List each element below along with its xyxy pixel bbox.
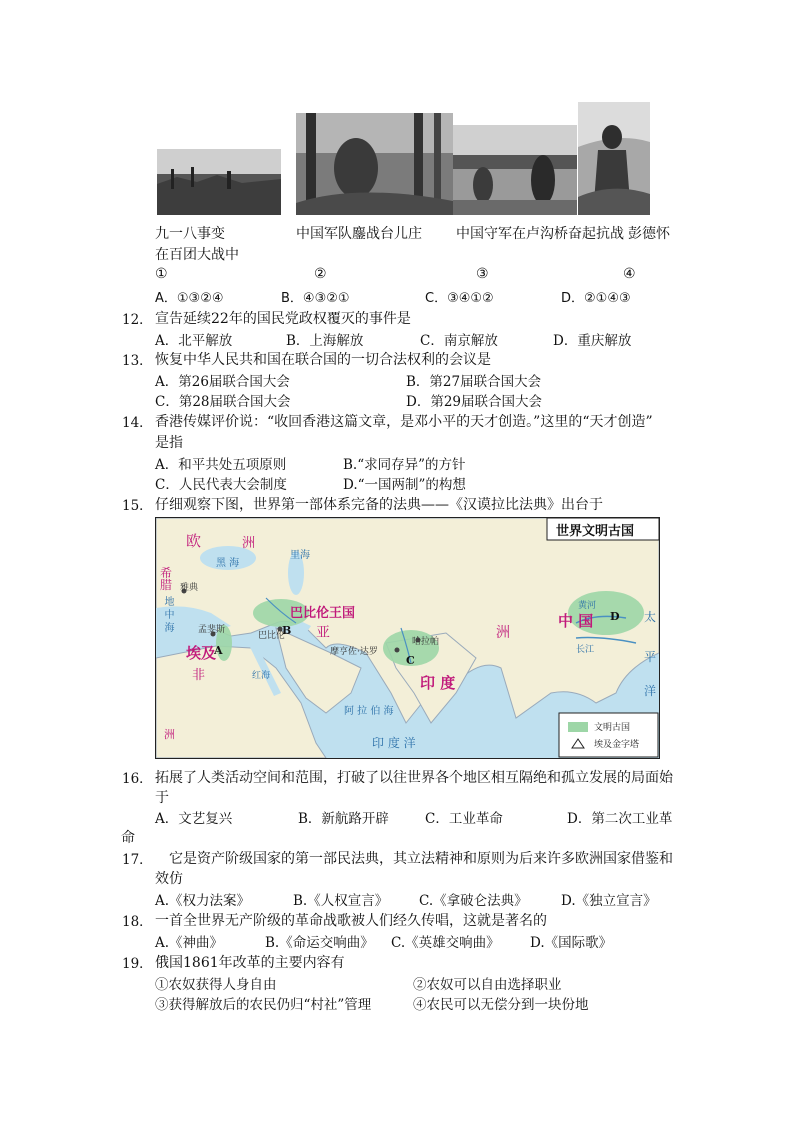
q17-number: 17． xyxy=(122,852,153,868)
q16-number: 16． xyxy=(122,771,153,787)
q18-option-d: D.《国际歌》 xyxy=(530,935,613,951)
map-point-c: C xyxy=(406,654,415,667)
map-label-egypt: 埃及 xyxy=(186,644,217,662)
map-label-china: 中 国 xyxy=(558,612,594,630)
photo-918-incident xyxy=(157,149,281,215)
q13-option-d: D．第29届联合国大会 xyxy=(406,394,543,410)
q14-option-b: B.“求同存异”的方针 xyxy=(343,457,466,473)
map-label-indian-ocean: 印 度 洋 xyxy=(372,736,416,750)
marker-1: ① xyxy=(155,266,168,282)
q11-option-d: D．②①④③ xyxy=(561,291,631,306)
caption-lugou: 中国守军在卢沟桥奋起抗战 xyxy=(456,226,624,242)
q17-option-d: D.《独立宣言》 xyxy=(561,893,657,909)
q12-number: 12． xyxy=(122,312,153,328)
map-label-caspian: 里海 xyxy=(290,550,310,561)
q15-number: 15． xyxy=(122,498,153,514)
map-label-asia-ya: 亚 xyxy=(316,625,330,641)
q19-item-1: ①农奴获得人身自由 xyxy=(155,977,277,993)
q18-option-c: C.《英雄交响曲》 xyxy=(391,935,500,951)
map-point-d: D xyxy=(610,610,620,623)
map-label-mohenjo: 摩亨佐·达罗 xyxy=(330,647,378,657)
q17-option-c: C.《拿破仑法典》 xyxy=(419,893,528,909)
photo-lugou-image xyxy=(453,125,577,215)
q17-option-a: A.《权力法案》 xyxy=(155,893,251,909)
q13-text: 恢复中华人民共和国在联合国的一切合法权利的会议是 xyxy=(155,352,491,368)
map-label-greece-1: 希 xyxy=(160,566,173,580)
photo-918-image xyxy=(157,149,281,215)
map-label-red-sea: 红海 xyxy=(252,671,271,681)
q16-option-b: B．新航路开辟 xyxy=(298,811,389,827)
caption-taierzhuang: 中国军队鏖战台儿庄 xyxy=(296,226,422,242)
map-legend-pyramid: 埃及金字塔 xyxy=(594,740,640,750)
map-legend-civ: 文明古国 xyxy=(594,723,631,733)
map-label-pacific-1: 太 xyxy=(644,610,657,624)
q13-option-c: C．第28届联合国大会 xyxy=(155,394,291,410)
q11-option-c: C．③④①② xyxy=(425,291,494,306)
q19-item-3: ③获得解放后的农民仍归“村社”管理 xyxy=(155,997,372,1013)
q16-option-d: D．第二次工业革 xyxy=(567,811,673,827)
q13-number: 13． xyxy=(122,353,153,369)
q16-option-a: A．文艺复兴 xyxy=(155,811,233,827)
caption-tail: 在百团大战中 xyxy=(155,247,239,263)
map-label-pacific-2: 平 xyxy=(644,650,657,664)
map-label-africa-2: 洲 xyxy=(164,728,175,741)
q14-text: 香港传媒评价说：“收回香港这篇文章，是邓小平的天才创造。”这里的“天才创造” xyxy=(155,414,653,430)
map-label-asia-zhou: 洲 xyxy=(496,625,510,641)
q14-option-c: C．人民代表大会制度 xyxy=(155,477,287,493)
q18-text: 一首全世界无产阶级的革命战歌被人们经久传唱，这就是著名的 xyxy=(155,913,547,929)
q12-option-c: C．南京解放 xyxy=(420,333,498,349)
map-label-athens: 雅典 xyxy=(180,583,199,593)
q11-option-b: B．④③②① xyxy=(281,291,350,306)
q19-item-4: ④农民可以无偿分到一块份地 xyxy=(413,997,589,1013)
marker-2: ② xyxy=(314,266,327,282)
map-point-b: B xyxy=(282,624,292,637)
q12-option-b: B．上海解放 xyxy=(286,333,364,349)
map-title: 世界文明古国 xyxy=(556,524,635,539)
photo-peng-dehuai xyxy=(578,102,650,215)
map-label-pacific-3: 洋 xyxy=(644,684,657,698)
map-label-black-sea: 黑 海 xyxy=(216,558,240,569)
map-label-yangtze: 长江 xyxy=(576,645,595,655)
q17-text: 它是资产阶级国家的第一部民法典，其立法精神和原则为后来许多欧洲国家借鉴和 xyxy=(169,851,673,867)
map-label-greece-2: 腊 xyxy=(160,578,173,592)
q12-option-d: D．重庆解放 xyxy=(553,333,632,349)
map-label-europe-2: 洲 xyxy=(242,536,256,551)
caption-peng: 彭德怀 xyxy=(628,226,670,242)
q17-text-cont: 效仿 xyxy=(155,871,183,887)
map-label-mediterranean: 地 中 海 xyxy=(162,596,173,633)
map-label-europe-1: 欧 xyxy=(186,532,202,550)
map-label-babylon-kingdom: 巴比伦王国 xyxy=(290,606,356,621)
map-point-a: A xyxy=(214,644,223,657)
photo-taierzhuang-image xyxy=(296,113,453,215)
marker-4: ④ xyxy=(623,266,636,282)
q18-option-b: B.《命运交响曲》 xyxy=(265,935,374,951)
q14-option-a: A．和平共处五项原则 xyxy=(155,457,287,473)
q16-option-c: C．工业革命 xyxy=(425,811,503,827)
map-label-memphis: 孟斐斯 xyxy=(198,625,226,635)
q11-option-a: A．①③②④ xyxy=(155,291,224,306)
map-label-india: 印 度 xyxy=(420,674,456,692)
map-label-babylon-city: 巴比伦 xyxy=(258,631,286,641)
q13-option-b: B．第27届联合国大会 xyxy=(406,374,542,390)
map-label-arabian-sea: 阿 拉 伯 海 xyxy=(344,706,394,717)
q16-text-cont: 于 xyxy=(155,790,169,806)
q15-text: 仔细观察下图，世界第一部体系完备的法典——《汉谟拉比法典》出台于 xyxy=(155,497,603,513)
marker-3: ③ xyxy=(476,266,489,282)
q16-option-d-wrap: 命 xyxy=(121,830,135,846)
photo-peng-image xyxy=(578,102,650,215)
q16-text: 拓展了人类活动空间和范围，打破了以往世界各个地区相互隔绝和孤立发展的局面始 xyxy=(155,770,673,786)
q14-text-cont: 是指 xyxy=(155,435,183,451)
q19-item-2: ②农奴可以自由选择职业 xyxy=(413,977,562,993)
q19-number: 19． xyxy=(122,956,153,972)
photo-lugou-bridge xyxy=(453,125,577,215)
q12-text: 宣告延续22年的国民党政权覆灭的事件是 xyxy=(155,311,411,327)
caption-918: 九一八事变 xyxy=(155,226,225,242)
q12-option-a: A．北平解放 xyxy=(155,333,233,349)
q19-text: 俄国1861年改革的主要内容有 xyxy=(155,955,345,971)
q14-number: 14． xyxy=(122,415,153,431)
map-label-africa-1: 非 xyxy=(192,668,206,683)
q18-option-a: A.《神曲》 xyxy=(155,935,224,951)
map-label-harappa: 哈拉帕 xyxy=(412,637,440,647)
q14-option-d: D.“一国两制”的构想 xyxy=(343,477,466,493)
q13-option-a: A．第26届联合国大会 xyxy=(155,374,290,390)
q18-number: 18． xyxy=(122,914,153,930)
photo-taierzhuang xyxy=(296,113,453,215)
map-label-yellow-river: 黄河 xyxy=(578,601,597,611)
ancient-civilizations-map xyxy=(155,517,660,759)
q17-option-b: B.《人权宣言》 xyxy=(293,893,389,909)
